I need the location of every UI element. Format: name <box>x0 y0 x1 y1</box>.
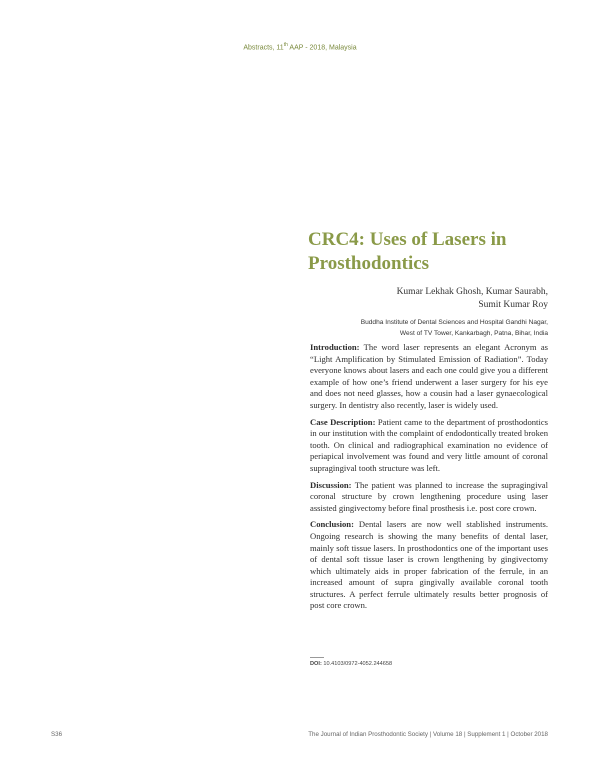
affiliation <box>300 317 548 339</box>
section-heading: Case Description: <box>310 416 376 427</box>
section-text: The word laser represents an elegant Acronym as “Light Amplification by Stimulated Emission of Radiation”. Today everyone knows about lasers and each one could give you a different example of how one’s friend underwent a laser surgery for his eye and does not need glasses, how a cousin had a laser gynaecological surgery. In dentistry also recently, laser is widely used. <box>310 342 548 410</box>
authors-line-1: Kumar Lekhak Ghosh, Kumar Saurabh, <box>396 287 548 297</box>
affiliation-line-2: West of TV Tower, Kankarbagh, Patna, Bihar, India <box>399 330 548 337</box>
abstract-body <box>310 342 548 617</box>
running-head-sup: th <box>283 42 288 48</box>
running-head <box>0 42 600 51</box>
affiliation-line-1: Buddha Institute of Dental Sciences and Hospital Gandhi Nagar, <box>360 319 548 326</box>
section-heading: Discussion: <box>310 479 352 490</box>
section-heading: Introduction: <box>310 342 360 352</box>
page-number: S36 <box>51 731 63 738</box>
section-case-description <box>310 417 548 475</box>
doi-label: DOI: <box>310 661 322 667</box>
section-discussion <box>310 480 548 515</box>
doi-divider <box>310 657 324 658</box>
running-head-suffix: AAP - 2018, Malaysia <box>287 44 357 52</box>
section-conclusion <box>310 519 548 612</box>
authors-line-2: Sumit Kumar Roy <box>478 300 548 310</box>
section-text: Patient came to the department of prosthodontics in our institution with the complaint of endodontically treated broken tooth. On clinical and radiographical examination no evidence of periapical involvement was found and very little amount of coronal supragingival tooth structure was left. <box>310 416 548 473</box>
doi <box>310 661 392 667</box>
running-head-prefix: Abstracts, 11 <box>243 44 284 52</box>
article-title: CRC4: Uses of Lasers in Prosthodontics <box>308 229 507 274</box>
author-list <box>320 286 548 312</box>
section-introduction <box>310 342 548 412</box>
section-text: Dental lasers are now well stablished instruments. Ongoing research is showing the many benefits of dental laser, mainly soft tissue lasers. In prosthodontics one of the important uses of dental soft tissue laser is crown lengthening by gingivectomy which ultimately aids in proper fabrication of the ferrule, in an increased amount of supra gingivally available coronal tooth structures. A perfect ferrule ultimately results better prognosis of post core crown. <box>310 519 548 611</box>
section-text: The patient was planned to increase the supragingival coronal structure by crown lengthening procedure using laser assisted gingivectomy before final prosthesis i.e. post core crown. <box>310 479 548 513</box>
journal-footer: The Journal of Indian Prosthodontic Society | Volume 18 | Supplement 1 | October 2018 <box>308 731 548 738</box>
section-heading: Conclusion: <box>310 519 354 530</box>
doi-value: 10.4103/0972-4052.244658 <box>321 661 393 667</box>
